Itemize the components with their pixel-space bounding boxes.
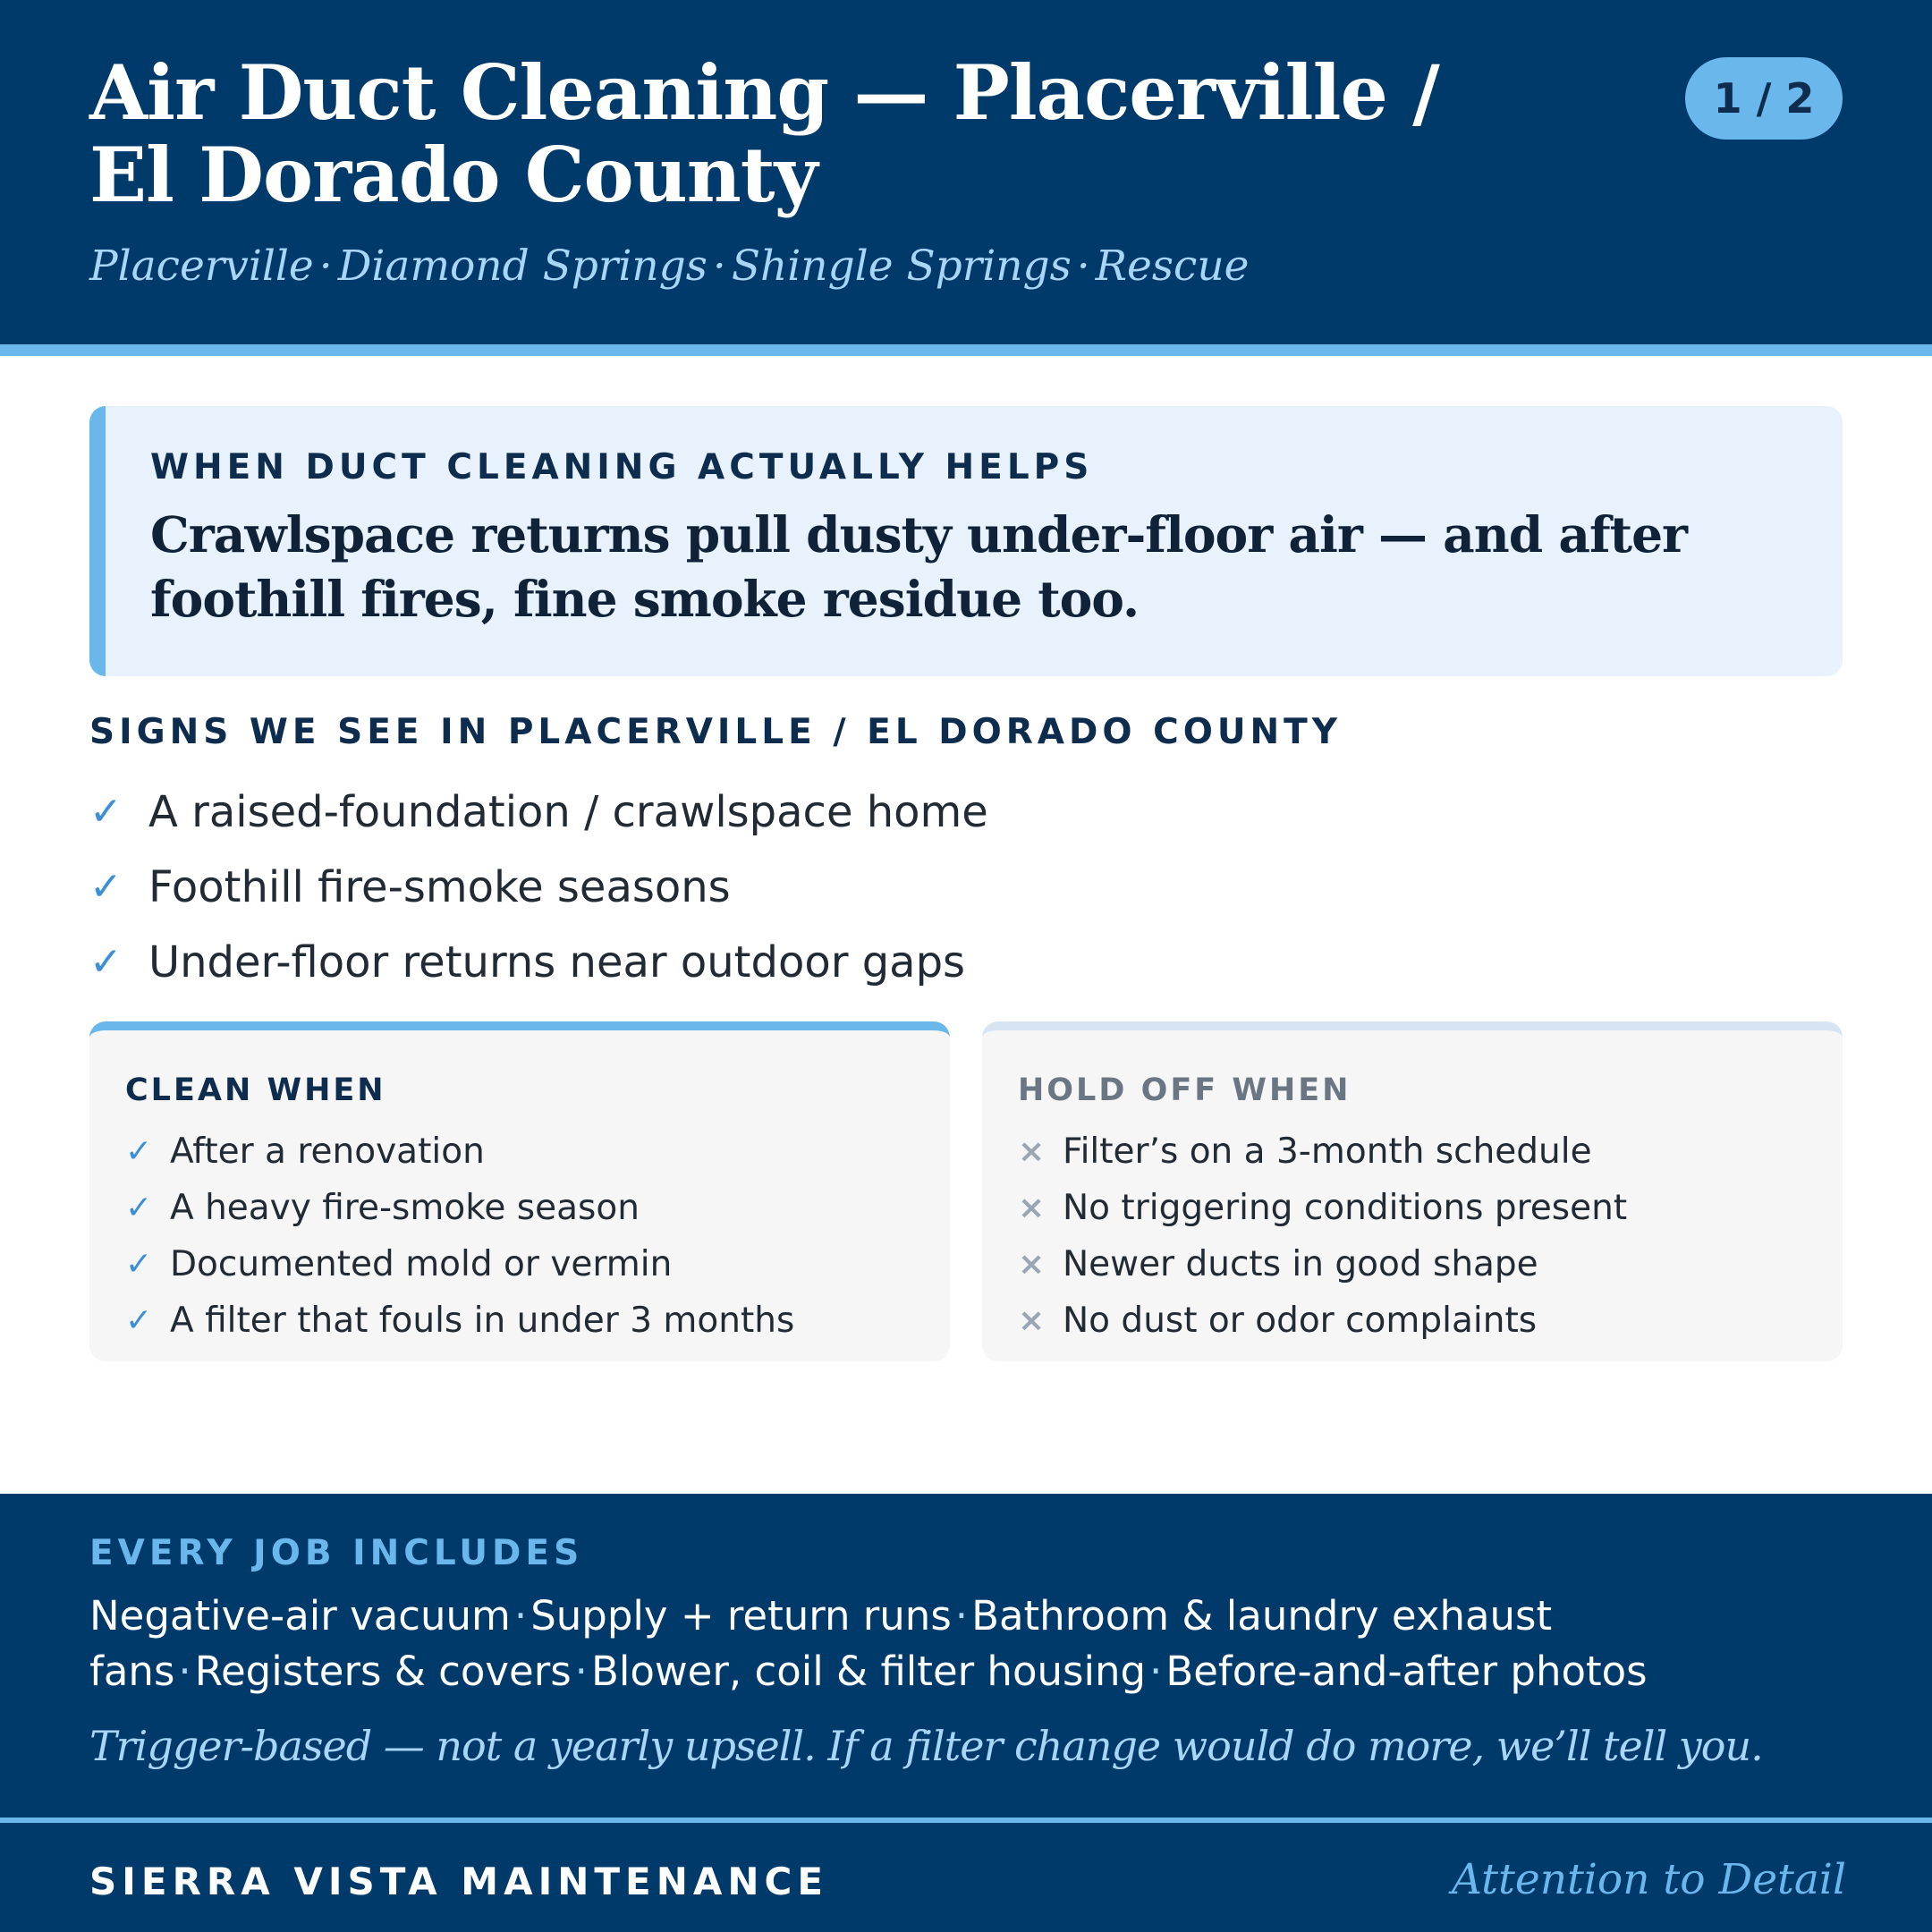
sign-text: Under-floor returns near outdoor gaps bbox=[148, 937, 966, 987]
check-icon: ✓ bbox=[125, 1190, 153, 1226]
includes-list bbox=[89, 1589, 1843, 1699]
hold-off-when-list bbox=[1018, 1123, 1814, 1349]
include-item: Negative-air vacuum bbox=[89, 1592, 511, 1640]
signs-list bbox=[89, 775, 1789, 1000]
brand-tagline: Attention to Detail bbox=[1452, 1855, 1846, 1904]
cross-icon: × bbox=[1018, 1133, 1046, 1170]
clean-when-text: A heavy fire-smoke season bbox=[170, 1188, 640, 1228]
include-item: Supply + return runs bbox=[530, 1592, 952, 1640]
clean-when-text: After a renovation bbox=[170, 1131, 485, 1172]
cross-icon: × bbox=[1018, 1302, 1046, 1339]
clean-when-item bbox=[125, 1123, 921, 1180]
check-icon: ✓ bbox=[89, 789, 123, 835]
include-item: Bathroom & laundry exhaust fans bbox=[89, 1592, 1553, 1695]
sign-item bbox=[89, 775, 1789, 850]
signs-heading: SIGNS WE SEE IN PLACERVILLE / EL DORADO COUNTY bbox=[89, 712, 1343, 752]
footer-label: EVERY JOB INCLUDES bbox=[89, 1533, 584, 1573]
service-area: Shingle Springs bbox=[731, 242, 1072, 291]
footer-note: Trigger-based — not a yearly upsell. If a filter change would do more, we’ll tell you. bbox=[89, 1722, 1763, 1770]
include-separator: · bbox=[513, 1592, 528, 1640]
sign-item bbox=[89, 850, 1789, 925]
check-icon: ✓ bbox=[125, 1246, 153, 1283]
sign-text: A raised-foundation / crawlspace home bbox=[148, 787, 988, 837]
include-item: Blower, coil & filter housing bbox=[590, 1648, 1147, 1695]
hold-off-when-text: No dust or odor complaints bbox=[1063, 1301, 1538, 1341]
include-item: Before-and-after photos bbox=[1165, 1648, 1648, 1695]
check-icon: ✓ bbox=[89, 939, 123, 985]
check-icon: ✓ bbox=[125, 1133, 153, 1170]
brand-name: SIERRA VISTA MAINTENANCE bbox=[89, 1860, 829, 1903]
callout-label: WHEN DUCT CLEANING ACTUALLY HELPS bbox=[150, 447, 1094, 487]
hold-off-when-card bbox=[982, 1021, 1843, 1361]
check-icon: ✓ bbox=[89, 864, 123, 910]
clean-when-card bbox=[89, 1021, 950, 1361]
clean-when-text: A filter that fouls in under 3 months bbox=[170, 1301, 795, 1341]
include-separator: · bbox=[178, 1648, 191, 1695]
header-banner bbox=[0, 0, 1932, 356]
service-area: Rescue bbox=[1095, 242, 1250, 291]
hold-off-when-item bbox=[1018, 1292, 1814, 1349]
include-separator: · bbox=[574, 1648, 588, 1695]
cross-icon: × bbox=[1018, 1246, 1046, 1283]
area-separator: · bbox=[712, 242, 726, 291]
page-title: Air Duct Cleaning — Placerville / El Dorado County bbox=[89, 48, 1439, 219]
area-separator: · bbox=[318, 242, 333, 291]
clean-when-item bbox=[125, 1236, 921, 1292]
hold-off-when-title: HOLD OFF WHEN bbox=[1018, 1072, 1352, 1108]
cross-icon: × bbox=[1018, 1190, 1046, 1226]
footer-panel bbox=[0, 1494, 1932, 1932]
hold-off-when-item bbox=[1018, 1236, 1814, 1292]
hold-off-when-text: No triggering conditions present bbox=[1063, 1188, 1628, 1228]
hold-off-when-text: Newer ducts in good shape bbox=[1063, 1244, 1538, 1284]
clean-when-text: Documented mold or vermin bbox=[170, 1244, 673, 1284]
sign-item bbox=[89, 925, 1789, 1000]
service-areas bbox=[89, 240, 1249, 293]
hold-off-when-item bbox=[1018, 1180, 1814, 1236]
check-icon: ✓ bbox=[125, 1302, 153, 1339]
service-area: Diamond Springs bbox=[337, 242, 708, 291]
service-area: Placerville bbox=[89, 242, 314, 291]
include-separator: · bbox=[1149, 1648, 1163, 1695]
clean-when-list bbox=[125, 1123, 921, 1349]
page-indicator-badge: 1 / 2 bbox=[1685, 57, 1843, 140]
clean-when-title: CLEAN WHEN bbox=[125, 1072, 386, 1108]
clean-when-item bbox=[125, 1292, 921, 1349]
hold-off-when-item bbox=[1018, 1123, 1814, 1180]
include-item: Registers & covers bbox=[194, 1648, 572, 1695]
clean-when-item bbox=[125, 1180, 921, 1236]
footer-divider bbox=[0, 1818, 1932, 1823]
include-separator: · bbox=[954, 1592, 969, 1640]
callout-box bbox=[89, 406, 1843, 676]
area-separator: · bbox=[1076, 242, 1090, 291]
sign-text: Foothill fire-smoke seasons bbox=[148, 862, 731, 912]
callout-text: Crawlspace returns pull dusty under-floor air — and after foothill fires, fine smoke residue too. bbox=[150, 505, 1688, 628]
hold-off-when-text: Filter’s on a 3-month schedule bbox=[1063, 1131, 1592, 1172]
